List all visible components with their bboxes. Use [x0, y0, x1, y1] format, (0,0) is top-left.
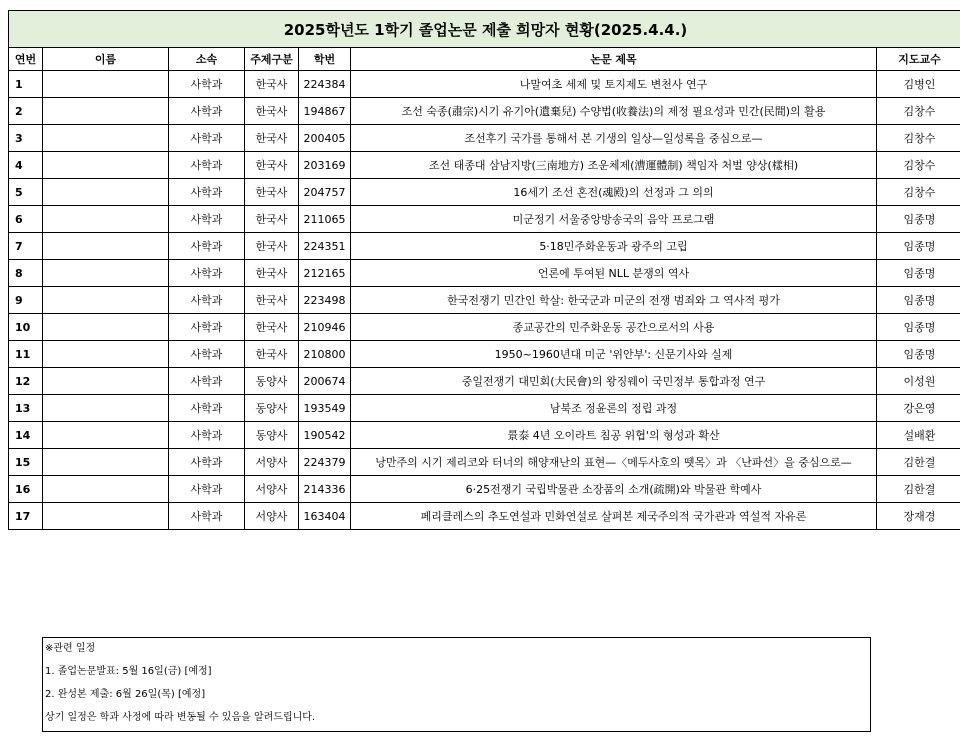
department-cell: 사학과 [169, 476, 245, 503]
thesis-title-cell: 낭만주의 시기 제리코와 터너의 해양재난의 표현—〈메두사호의 뗏목〉과 〈난파선〉을 중심으로— [351, 449, 877, 476]
header-row [9, 48, 960, 71]
thesis-title-cell: 조선 태종대 삼남지방(三南地方) 조운체제(漕運體制) 책임자 처벌 양상(樣相) [351, 152, 877, 179]
category-cell: 한국사 [245, 206, 299, 233]
row-number-cell: 16 [9, 476, 43, 503]
row-number-cell: 3 [9, 125, 43, 152]
student-id-cell: 214336 [299, 476, 351, 503]
table-row [9, 476, 960, 503]
thesis-title-cell: 조선 숙종(肅宗)시기 유기아(遺棄兒) 수양법(收養法)의 제정 필요성과 민간(民間)의 활용 [351, 98, 877, 125]
student-id-cell: 223498 [299, 287, 351, 314]
table-row [9, 98, 960, 125]
student-name-cell [43, 422, 169, 449]
table-row [9, 125, 960, 152]
table-row [9, 314, 960, 341]
notes-item: 2. 완성본 제출: 6월 26일(목) [예정] [45, 689, 206, 700]
advisor-cell: 김한결 [877, 449, 960, 476]
department-cell: 사학과 [169, 71, 245, 98]
table-row [9, 260, 960, 287]
advisor-cell: 설배환 [877, 422, 960, 449]
thesis-title-cell: 1950~1960년대 미군 '위안부': 신문기사와 실제 [351, 341, 877, 368]
table-row [9, 179, 960, 206]
thesis-title-cell: 언론에 투여된 NLL 분쟁의 역사 [351, 260, 877, 287]
advisor-cell: 임종명 [877, 206, 960, 233]
student-id-cell: 200405 [299, 125, 351, 152]
column-header-name: 이름 [43, 48, 169, 71]
row-number-cell: 15 [9, 449, 43, 476]
student-id-cell: 163404 [299, 503, 351, 530]
advisor-cell: 김창수 [877, 179, 960, 206]
category-cell: 한국사 [245, 287, 299, 314]
row-number-cell: 1 [9, 71, 43, 98]
thesis-title-cell: 종교공간의 민주화운동 공간으로서의 사용 [351, 314, 877, 341]
thesis-title-cell: 나말여초 세제 및 토지제도 변천사 연구 [351, 71, 877, 98]
department-cell: 사학과 [169, 314, 245, 341]
student-name-cell [43, 260, 169, 287]
student-id-cell: 190542 [299, 422, 351, 449]
department-cell: 사학과 [169, 233, 245, 260]
column-header-dept: 소속 [169, 48, 245, 71]
table-row [9, 233, 960, 260]
category-cell: 한국사 [245, 233, 299, 260]
department-cell: 사학과 [169, 503, 245, 530]
column-header-category: 주제구분 [245, 48, 299, 71]
category-cell: 한국사 [245, 179, 299, 206]
student-id-cell: 194867 [299, 98, 351, 125]
department-cell: 사학과 [169, 287, 245, 314]
row-number-cell: 6 [9, 206, 43, 233]
row-number-cell: 5 [9, 179, 43, 206]
thesis-title-cell: 景泰 4년 오이라트 침공 위협'의 형성과 확산 [351, 422, 877, 449]
student-id-cell: 210946 [299, 314, 351, 341]
advisor-cell: 김창수 [877, 125, 960, 152]
category-cell: 서양사 [245, 503, 299, 530]
category-cell: 한국사 [245, 71, 299, 98]
department-cell: 사학과 [169, 125, 245, 152]
category-cell: 동양사 [245, 395, 299, 422]
thesis-title-cell: 페리클레스의 추도연설과 민화연설로 살펴본 제국주의적 국가관과 역설적 자유론 [351, 503, 877, 530]
department-cell: 사학과 [169, 368, 245, 395]
row-number-cell: 4 [9, 152, 43, 179]
student-id-cell: 200674 [299, 368, 351, 395]
advisor-cell: 임종명 [877, 341, 960, 368]
department-cell: 사학과 [169, 422, 245, 449]
category-cell: 서양사 [245, 449, 299, 476]
student-name-cell [43, 125, 169, 152]
column-header-no: 연번 [9, 48, 43, 71]
thesis-title-cell: 남북조 정윤론의 정립 과정 [351, 395, 877, 422]
thesis-table [8, 10, 960, 530]
category-cell: 한국사 [245, 125, 299, 152]
table-row [9, 368, 960, 395]
advisor-cell: 김한결 [877, 476, 960, 503]
table-row [9, 71, 960, 98]
advisor-cell: 임종명 [877, 260, 960, 287]
category-cell: 한국사 [245, 314, 299, 341]
category-cell: 한국사 [245, 260, 299, 287]
student-name-cell [43, 395, 169, 422]
thesis-title-cell: 6·25전쟁기 국립박물관 소장품의 소개(疏開)와 박물관 학예사 [351, 476, 877, 503]
student-id-cell: 204757 [299, 179, 351, 206]
row-number-cell: 17 [9, 503, 43, 530]
row-number-cell: 8 [9, 260, 43, 287]
row-number-cell: 9 [9, 287, 43, 314]
department-cell: 사학과 [169, 179, 245, 206]
student-id-cell: 224384 [299, 71, 351, 98]
column-header-student-id: 학번 [299, 48, 351, 71]
department-cell: 사학과 [169, 260, 245, 287]
table-row [9, 287, 960, 314]
thesis-title-cell: 한국전쟁기 민간인 학살: 한국군과 미군의 전쟁 범죄와 그 역사적 평가 [351, 287, 877, 314]
category-cell: 한국사 [245, 98, 299, 125]
student-name-cell [43, 314, 169, 341]
table-row [9, 206, 960, 233]
row-number-cell: 10 [9, 314, 43, 341]
department-cell: 사학과 [169, 206, 245, 233]
thesis-title-cell: 중일전쟁기 대민회(大民會)의 왕징웨이 국민정부 통합과정 연구 [351, 368, 877, 395]
row-number-cell: 7 [9, 233, 43, 260]
student-name-cell [43, 476, 169, 503]
advisor-cell: 임종명 [877, 287, 960, 314]
row-number-cell: 12 [9, 368, 43, 395]
student-id-cell: 212165 [299, 260, 351, 287]
schedule-notes [42, 637, 871, 732]
student-name-cell [43, 503, 169, 530]
category-cell: 동양사 [245, 368, 299, 395]
row-number-cell: 13 [9, 395, 43, 422]
student-name-cell [43, 152, 169, 179]
row-number-cell: 14 [9, 422, 43, 449]
student-name-cell [43, 368, 169, 395]
column-header-advisor: 지도교수 [877, 48, 960, 71]
department-cell: 사학과 [169, 341, 245, 368]
student-name-cell [43, 98, 169, 125]
advisor-cell: 임종명 [877, 233, 960, 260]
table-row [9, 422, 960, 449]
student-id-cell: 224351 [299, 233, 351, 260]
department-cell: 사학과 [169, 152, 245, 179]
category-cell: 서양사 [245, 476, 299, 503]
category-cell: 동양사 [245, 422, 299, 449]
table-row [9, 503, 960, 530]
student-id-cell: 210800 [299, 341, 351, 368]
notes-heading: ※관련 일정 [45, 643, 96, 654]
column-header-thesis-title: 논문 제목 [351, 48, 877, 71]
thesis-title-cell: 조선후기 국가를 통해서 본 기생의 일상—일성록을 중심으로— [351, 125, 877, 152]
row-number-cell: 11 [9, 341, 43, 368]
student-name-cell [43, 179, 169, 206]
student-name-cell [43, 71, 169, 98]
student-name-cell [43, 287, 169, 314]
advisor-cell: 김창수 [877, 98, 960, 125]
advisor-cell: 임종명 [877, 314, 960, 341]
advisor-cell: 김병인 [877, 71, 960, 98]
row-number-cell: 2 [9, 98, 43, 125]
thesis-title-cell: 16세기 조선 혼전(魂殿)의 선정과 그 의의 [351, 179, 877, 206]
table-row [9, 395, 960, 422]
student-name-cell [43, 206, 169, 233]
student-name-cell [43, 233, 169, 260]
page-title: 2025학년도 1학기 졸업논문 제출 희망자 현황(2025.4.4.) [9, 11, 960, 48]
thesis-title-cell: 미군정기 서울중앙방송국의 음악 프로그램 [351, 206, 877, 233]
advisor-cell: 강은영 [877, 395, 960, 422]
notes-item: 1. 졸업논문발표: 5월 16일(금) [예정] [45, 666, 212, 677]
student-name-cell [43, 341, 169, 368]
advisor-cell: 장재경 [877, 503, 960, 530]
student-id-cell: 193549 [299, 395, 351, 422]
table-row [9, 449, 960, 476]
category-cell: 한국사 [245, 152, 299, 179]
table-row [9, 152, 960, 179]
student-id-cell: 211065 [299, 206, 351, 233]
thesis-title-cell: 5·18민주화운동과 광주의 고립 [351, 233, 877, 260]
department-cell: 사학과 [169, 395, 245, 422]
department-cell: 사학과 [169, 449, 245, 476]
category-cell: 한국사 [245, 341, 299, 368]
notes-disclaimer: 상기 일정은 학과 사정에 따라 변동될 수 있음을 알려드립니다. [45, 712, 316, 723]
advisor-cell: 김창수 [877, 152, 960, 179]
department-cell: 사학과 [169, 98, 245, 125]
student-id-cell: 224379 [299, 449, 351, 476]
student-id-cell: 203169 [299, 152, 351, 179]
table-row [9, 341, 960, 368]
student-name-cell [43, 449, 169, 476]
advisor-cell: 이성원 [877, 368, 960, 395]
spreadsheet [8, 10, 960, 530]
